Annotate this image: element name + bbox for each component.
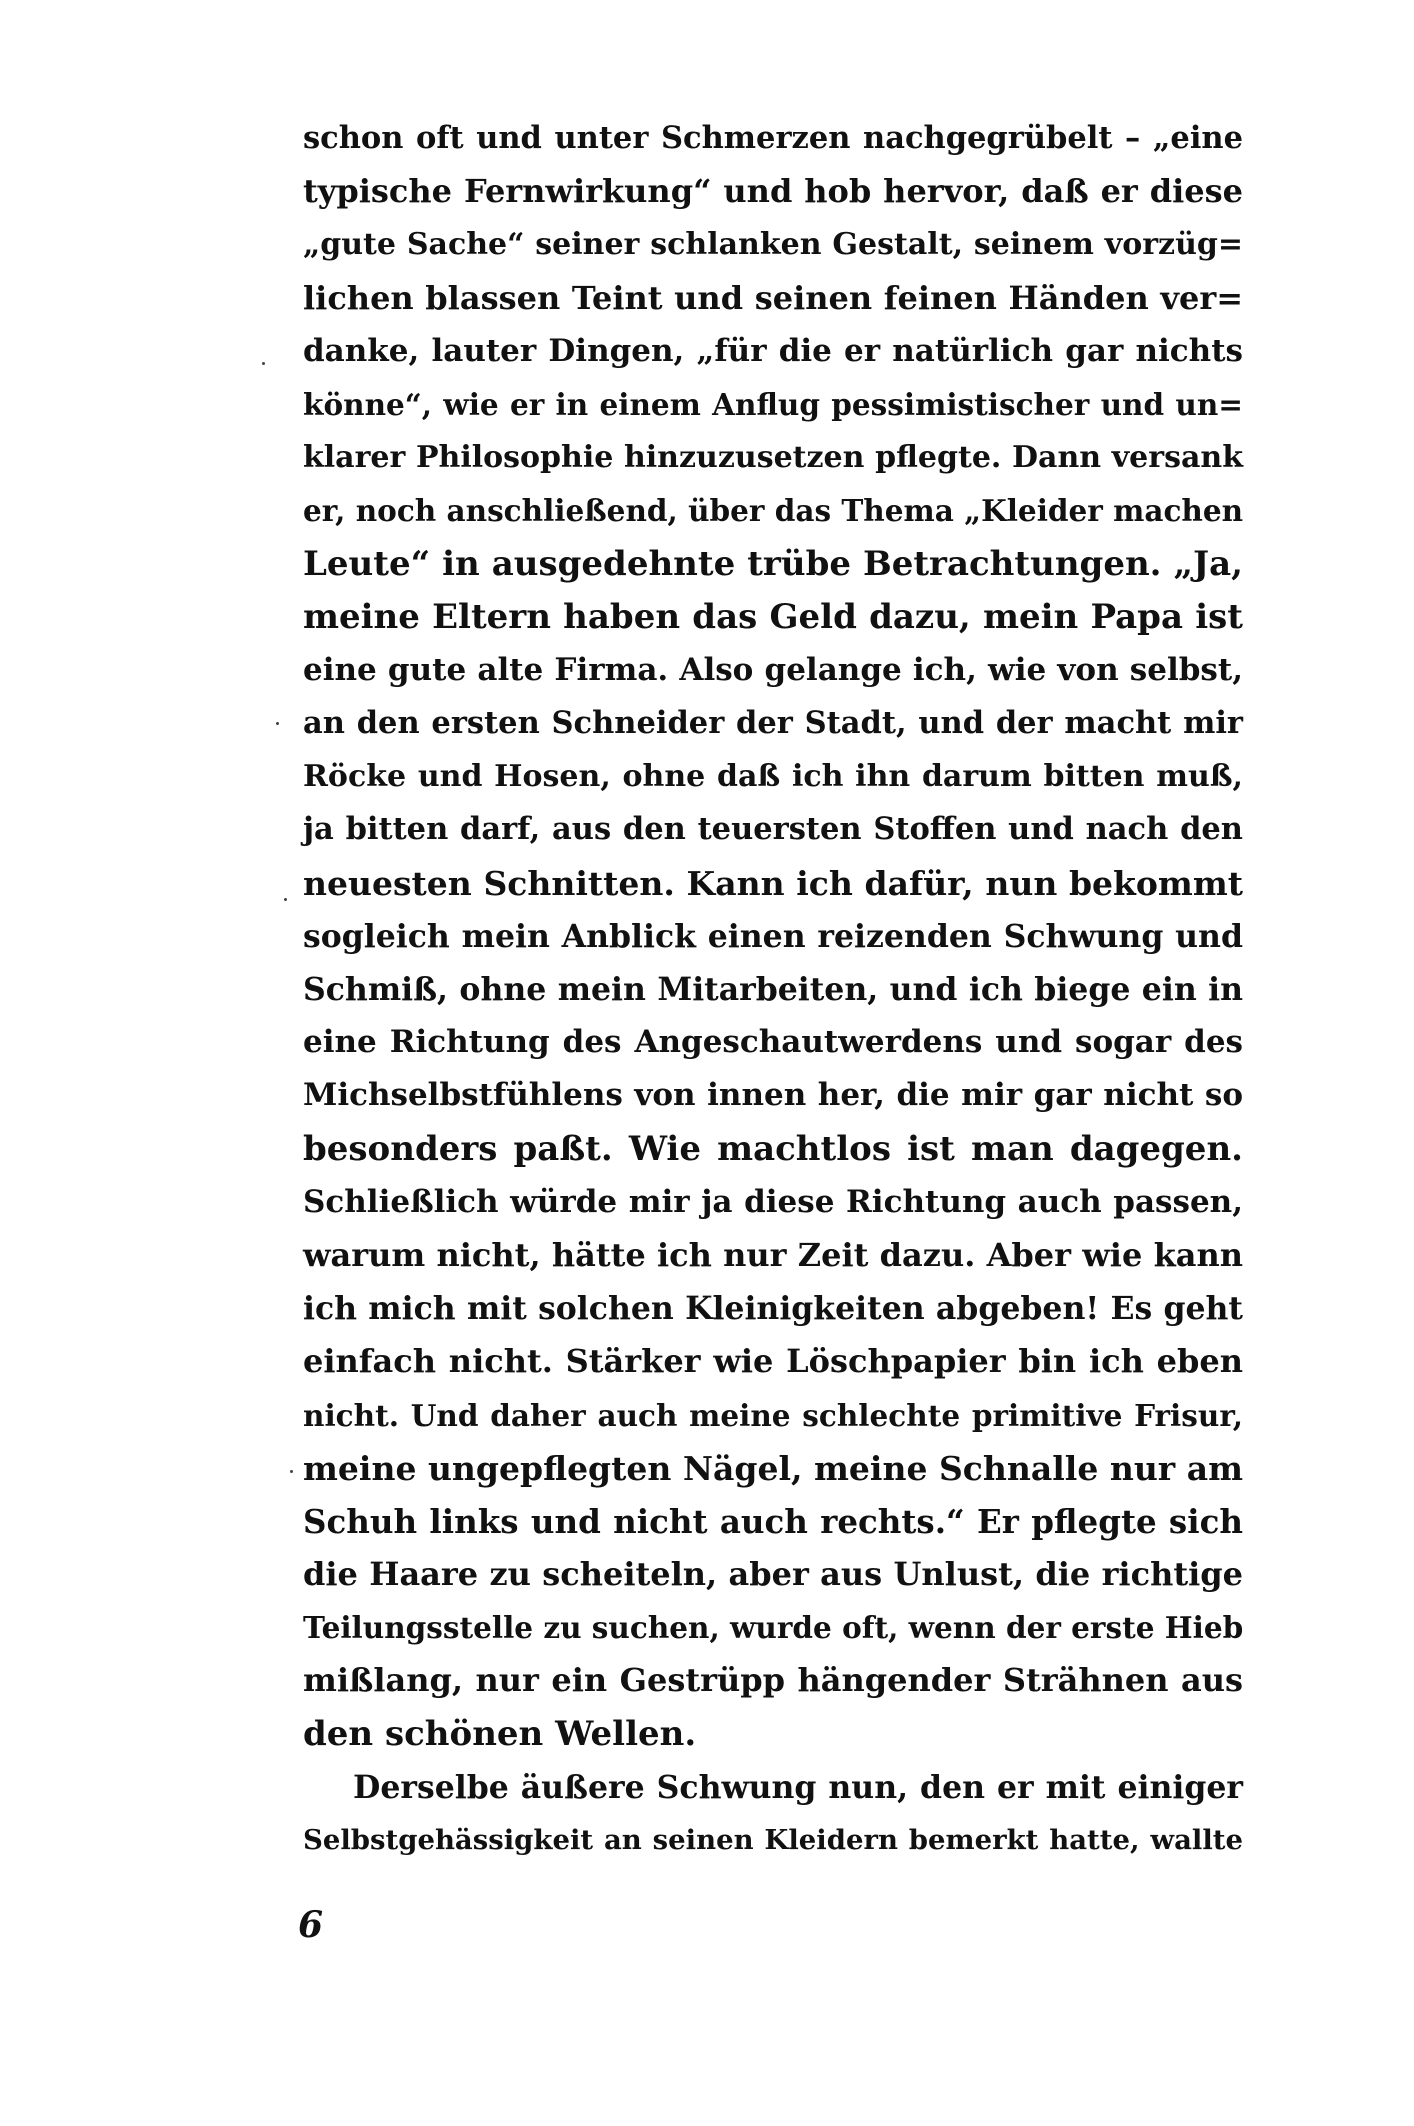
text-line: besonders paßt. Wie machtlos ist man dagegen. (303, 1128, 1243, 1169)
text-line: mißlang, nur ein Gestrüpp hängender Strähnen aus (303, 1661, 1243, 1700)
text-line: schon oft und unter Schmerzen nachgegrübelt – „eine (303, 120, 1243, 156)
text-line: danke, lauter Dingen, „für die er natürlich gar nichts (303, 332, 1243, 369)
text-line: Derselbe äußere Schwung nun, den er mit einiger (353, 1768, 1243, 1806)
scan-speck (284, 898, 287, 901)
text-line: typische Fernwirkung“ und hob hervor, daß er diese (303, 172, 1243, 211)
scan-speck (276, 722, 279, 725)
text-line: er, noch anschließend, über das Thema „Kleider machen (303, 493, 1244, 529)
text-line: Michselbstfühlens von innen her, die mir gar nicht so (303, 1077, 1243, 1114)
text-line: klarer Philosophie hinzuzusetzen pflegte. Dann versank (303, 440, 1243, 476)
text-line: nicht. Und daher auch meine schlechte primitive Frisur, (303, 1397, 1243, 1433)
text-line: einfach nicht. Stärker wie Löschpapier bin ich eben (303, 1342, 1243, 1381)
text-line: ich mich mit solchen Kleinigkeiten abgeben! Es geht (303, 1290, 1243, 1328)
text-line: könne“, wie er in einem Anflug pessimistischer und un= (303, 386, 1243, 422)
text-line: die Haare zu scheiteln, aber aus Unlust, die richtige (303, 1555, 1243, 1594)
scan-speck (262, 362, 265, 365)
text-line: Leute“ in ausgedehnte trübe Betrachtungen. „Ja, (303, 543, 1243, 584)
text-line: sogleich mein Anblick einen reizenden Schwung und (303, 917, 1243, 955)
text-line: den schönen Wellen. (303, 1713, 697, 1754)
text-line: ja bitten darf, aus den teuersten Stoffen und nach den (303, 811, 1243, 848)
paragraph-1 (303, 112, 1243, 1761)
text-line: „gute Sache“ seiner schlanken Gestalt, seinem vorzüg= (303, 227, 1243, 263)
text-line: lichen blassen Teint und seinen feinen Händen ver= (303, 278, 1243, 317)
text-line: Selbstgehässigkeit an seinen Kleidern bemerkt hatte, wallte (303, 1824, 1243, 1856)
paragraph-2 (303, 1761, 1243, 1867)
text-line: warum nicht, hätte ich nur Zeit dazu. Aber wie kann (303, 1235, 1243, 1274)
text-line: eine Richtung des Angeschautwerdens und sogar des (303, 1024, 1243, 1061)
text-line: neuesten Schnitten. Kann ich dafür, nun bekommt (303, 863, 1243, 903)
text-line: eine gute alte Firma. Also gelange ich, wie von selbst, (303, 651, 1243, 688)
text-line: an den ersten Schneider der Stadt, und der macht mir (303, 705, 1243, 742)
body-text (303, 112, 1243, 1867)
text-line: Schließlich würde mir ja diese Richtung auch passen, (303, 1183, 1243, 1220)
text-line: Schmiß, ohne mein Mitarbeiten, und ich biege ein in (303, 971, 1243, 1008)
scan-speck (290, 1470, 293, 1473)
page-number: 6 (298, 1904, 324, 1946)
text-line: meine Eltern haben das Geld dazu, mein Papa ist (303, 596, 1243, 637)
text-line: Teilungsstelle zu suchen, wurde oft, wenn der erste Hieb (303, 1610, 1244, 1646)
text-line: Röcke und Hosen, ohne daß ich ihn darum bitten muß, (303, 759, 1243, 795)
text-line: Schuh links und nicht auch rechts.“ Er pflegte sich (303, 1501, 1243, 1541)
text-line: meine ungepflegten Nägel, meine Schnalle nur am (303, 1448, 1243, 1488)
